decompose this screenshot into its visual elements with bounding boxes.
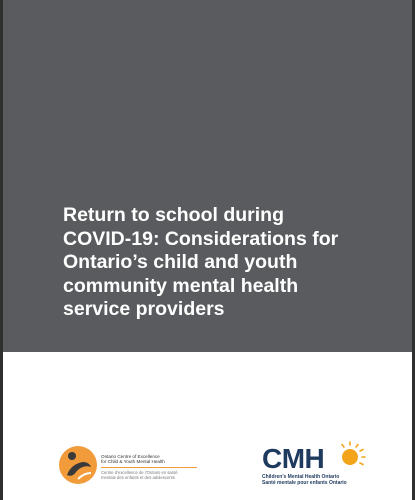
cmho-french-name: Santé mentale pour enfants Ontario: [262, 480, 347, 486]
title-line-1: Return to school during: [63, 204, 284, 226]
title-line-5: service providers: [63, 298, 225, 320]
ontario-centre-logo-text: [101, 454, 201, 480]
cmho-english-name: Children’s Mental Health Ontario: [262, 474, 340, 480]
ontario-centre-name-line-2: for Child & Youth Mental Health: [101, 459, 165, 465]
ontario-centre-logo: [58, 445, 198, 493]
ontario-centre-name-line-1: Ontario Centre of Excellence: [101, 454, 160, 459]
ontario-centre-french-line-2: mentale des enfants et des adolescents: [101, 474, 175, 480]
sun-icon: [337, 440, 367, 470]
cmho-logo: [262, 440, 372, 495]
cmho-wordmark: CMH: [262, 443, 325, 474]
ontario-centre-french-line-1: Centre d’excellence de l’Ontario en santé: [101, 469, 178, 475]
ontario-centre-emblem-icon: [58, 445, 98, 485]
document-title: [63, 204, 363, 322]
title-line-3: Ontario’s child and youth: [63, 251, 298, 273]
ontario-centre-divider: [101, 467, 197, 468]
title-line-2: COVID-19: Considerations for: [63, 227, 339, 250]
title-line-4: community mental health: [63, 274, 299, 297]
